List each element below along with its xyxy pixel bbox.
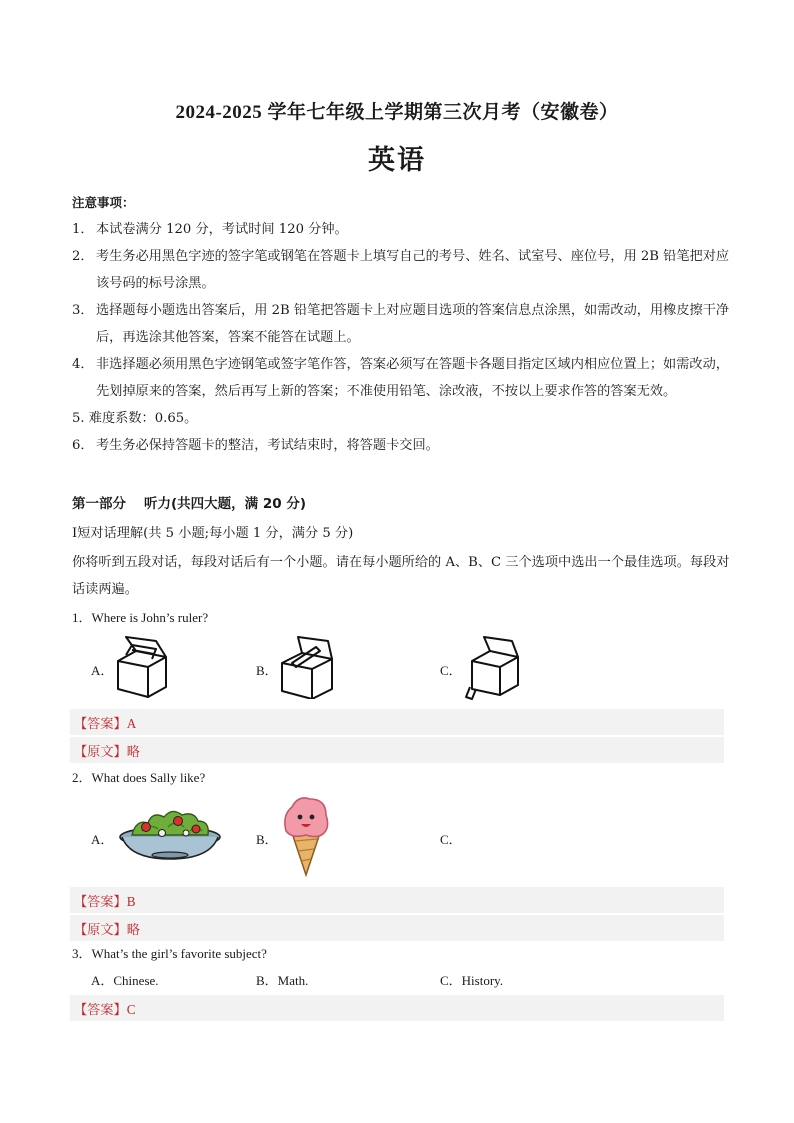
option-chinese: A．Chinese.	[91, 973, 159, 988]
answer-line: 【答案】B	[74, 894, 136, 910]
source-line: 【原文】略	[74, 744, 140, 760]
answer-bar	[70, 709, 724, 735]
option-history: C．History.	[440, 973, 504, 988]
ice-cream-cone-icon	[280, 793, 332, 877]
option-label: C．	[440, 663, 462, 678]
source-line: 【原文】略	[74, 922, 140, 938]
question-stem: 1．Where is John’s ruler?	[72, 610, 209, 625]
option-label: B．	[256, 663, 278, 678]
salad-bowl-icon	[116, 805, 224, 861]
part-heading: 第一部分 听力(共四大题，满 20 分)	[72, 496, 307, 512]
exam-title: 2024-2025 学年七年级上学期第三次月考（安徽卷）	[175, 102, 619, 123]
notice-list	[72, 216, 732, 459]
notice-heading: 注意事项：	[72, 195, 135, 210]
source-bar	[70, 737, 724, 763]
source-bar	[70, 915, 724, 941]
notice-item: 6． 考生务必保持答题卡的整洁，考试结束时，将答题卡交回。	[72, 438, 439, 453]
box-with-ruler-beside-icon	[462, 633, 522, 701]
option-math: B．Math.	[256, 973, 309, 988]
answer-line: 【答案】C	[74, 1002, 136, 1018]
subject-title: 英语	[368, 145, 426, 176]
box-with-ruler-inside-icon	[112, 633, 172, 699]
answer-bar	[70, 995, 724, 1021]
answer-line: 【答案】A	[74, 716, 137, 732]
section-heading: Ⅰ短对话理解(共 5 小题;每小题 1 分，满分 5 分)	[72, 526, 354, 541]
notice-item: 5. 难度系数：0.65。	[72, 411, 198, 426]
option-label: A．	[91, 832, 114, 847]
notice-item: 2． 考生务必用黑色字迹的签字笔或钢笔在答题卡上填写自己的考号、姓名、试室号、座位号，用 2B 铅笔把对应该号码的标号涂黑。	[72, 249, 730, 291]
notice-item: 1． 本试卷满分 120 分，考试时间 120 分钟。	[72, 222, 348, 237]
question-stem: 3．What’s the girl’s favorite subject?	[72, 946, 267, 961]
notice-item: 4． 非选择题必须用黑色字迹钢笔或签字笔作答，答案必须写在答题卡各题目指定区域内相应位置上；如需改动，先划掉原来的答案，然后再写上新的答案；不准使用铅笔、涂改液，不按以上要求作答的答案无效。	[72, 357, 729, 399]
answer-bar	[70, 887, 724, 913]
option-label: A．	[91, 663, 114, 678]
option-label: C．	[440, 832, 462, 847]
notice-item: 3． 选择题每小题选出答案后，用 2B 铅笔把答题卡上对应题目选项的答案信息点涂黑，如需改动，用橡皮擦干净后，再选涂其他答案，答案不能答在试题上。	[72, 303, 730, 345]
box-with-ruler-on-top-icon	[278, 633, 338, 699]
option-label: B．	[256, 832, 278, 847]
section-instruction: 你将听到五段对话，每段对话后有一个小题。请在每小题所给的 A、B、C 三个选项中选出一个最佳选项。每段对话读两遍。	[72, 555, 730, 597]
question-stem: 2．What does Sally like?	[72, 770, 206, 785]
